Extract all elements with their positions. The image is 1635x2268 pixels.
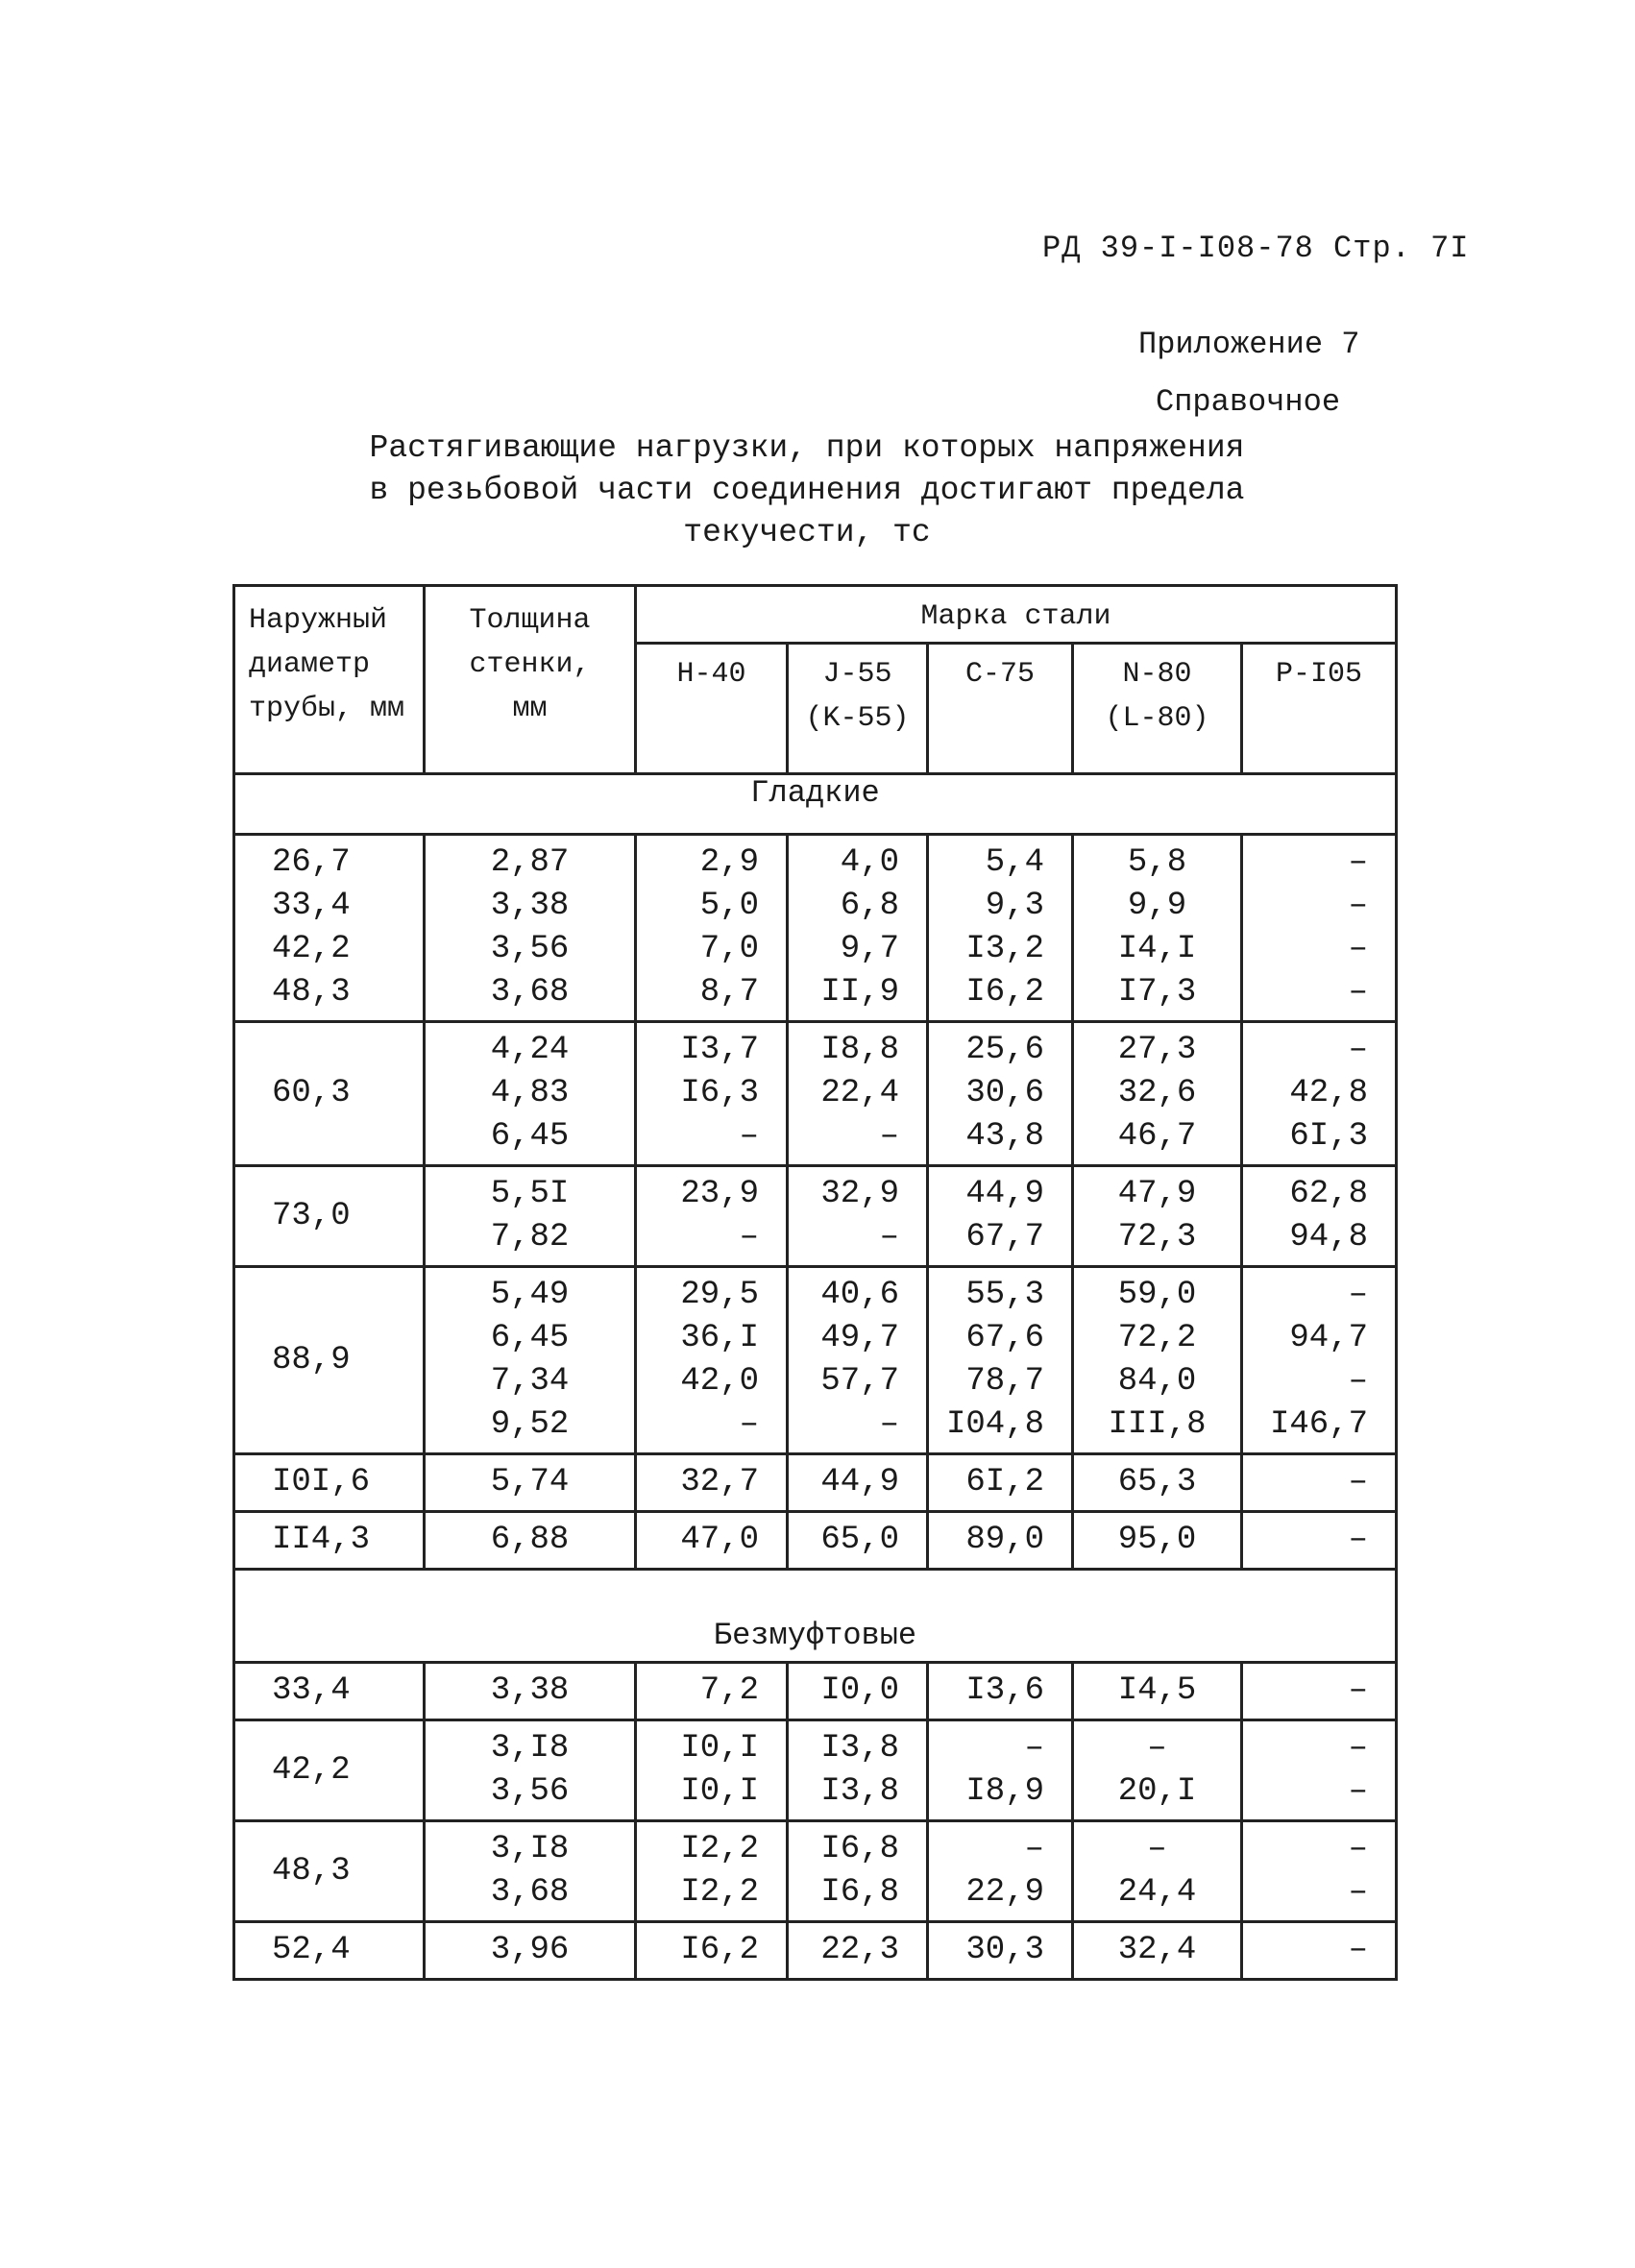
cell-value: – bbox=[1348, 888, 1369, 924]
cell-value: 6,45 bbox=[490, 1320, 570, 1356]
load-c75-cell bbox=[928, 1663, 1073, 1720]
cell-value: – bbox=[1348, 974, 1369, 1011]
outer-diameter-cell bbox=[234, 1720, 425, 1821]
wall-thickness-cell bbox=[425, 1720, 636, 1821]
cell-value: I0,0 bbox=[820, 1672, 899, 1709]
table-row bbox=[234, 1922, 1397, 1980]
outer-diameter-cell bbox=[234, 1166, 425, 1267]
table-row bbox=[234, 1267, 1397, 1454]
outer-diameter-value: 48,3 bbox=[272, 1852, 351, 1890]
load-j55-cell bbox=[788, 1166, 928, 1267]
load-n80-cell bbox=[1073, 1166, 1242, 1267]
table-row bbox=[234, 1663, 1397, 1720]
cell-value: 95,0 bbox=[1117, 1522, 1197, 1558]
load-c75-cell bbox=[928, 1922, 1073, 1980]
outer-diameter-value: 42,2 bbox=[272, 931, 351, 967]
header-grade-c75 bbox=[928, 644, 1073, 774]
wall-thickness-cell bbox=[425, 1022, 636, 1166]
cell-value: 29,5 bbox=[680, 1277, 759, 1313]
load-n80-cell bbox=[1073, 1922, 1242, 1980]
cell-value: – bbox=[1348, 1464, 1369, 1500]
load-p105-cell bbox=[1242, 1267, 1397, 1454]
cell-value: II,9 bbox=[820, 974, 899, 1011]
outer-diameter-value: 33,4 bbox=[272, 888, 351, 924]
load-h40-cell bbox=[636, 835, 788, 1022]
cell-value: 42,8 bbox=[1289, 1075, 1369, 1111]
cell-value: 23,9 bbox=[680, 1176, 759, 1212]
outer-diameter-cell bbox=[234, 1821, 425, 1922]
cell-value: I3,8 bbox=[820, 1730, 899, 1767]
header-grade-h40 bbox=[636, 644, 788, 774]
header-grade-n80 bbox=[1073, 644, 1242, 774]
grade-alt-label: (K-55) bbox=[805, 702, 910, 735]
load-p105-cell bbox=[1242, 1166, 1397, 1267]
cell-value: – bbox=[1147, 1730, 1167, 1767]
header-diameter-line: диаметр bbox=[249, 648, 371, 681]
load-c75-cell bbox=[928, 835, 1073, 1022]
cell-value: 32,9 bbox=[820, 1176, 899, 1212]
cell-value: 5,5I bbox=[490, 1176, 570, 1212]
wall-thickness-cell bbox=[425, 1663, 636, 1720]
header-grade-p105 bbox=[1242, 644, 1397, 774]
grade-label: J-55 bbox=[822, 658, 892, 691]
grade-label: С-75 bbox=[964, 658, 1035, 691]
load-j55-cell bbox=[788, 1821, 928, 1922]
cell-value: – bbox=[1348, 1032, 1369, 1068]
cell-value: 94,8 bbox=[1289, 1219, 1369, 1256]
cell-value: 9,52 bbox=[490, 1406, 570, 1443]
table-row bbox=[234, 1022, 1397, 1166]
load-j55-cell bbox=[788, 1663, 928, 1720]
cell-value: – bbox=[1147, 1831, 1167, 1867]
load-n80-cell bbox=[1073, 835, 1242, 1022]
cell-value: – bbox=[1348, 1277, 1369, 1313]
cell-value: III,8 bbox=[1108, 1406, 1207, 1443]
cell-value: 30,3 bbox=[965, 1932, 1044, 1968]
cell-value: I6,2 bbox=[680, 1932, 759, 1968]
load-n80-cell bbox=[1073, 1821, 1242, 1922]
cell-value: 67,6 bbox=[965, 1320, 1044, 1356]
load-p105-cell bbox=[1242, 1720, 1397, 1821]
cell-value: – bbox=[1348, 1522, 1369, 1558]
outer-diameter-cell bbox=[234, 1022, 425, 1166]
outer-diameter-value: 33,4 bbox=[272, 1672, 351, 1709]
table-row bbox=[234, 1720, 1397, 1821]
outer-diameter-cell bbox=[234, 1663, 425, 1720]
cell-value: I3,6 bbox=[965, 1672, 1044, 1709]
cell-value: 46,7 bbox=[1117, 1118, 1197, 1155]
outer-diameter-value: 60,3 bbox=[272, 1075, 351, 1111]
load-h40-cell bbox=[636, 1720, 788, 1821]
header-wall-line: Толщина bbox=[469, 604, 591, 637]
tensile-load-table bbox=[232, 584, 1398, 1981]
outer-diameter-value: 26,7 bbox=[272, 844, 351, 881]
cell-value: 78,7 bbox=[965, 1363, 1044, 1400]
cell-value: I6,8 bbox=[820, 1831, 899, 1867]
cell-value: 94,7 bbox=[1289, 1320, 1369, 1356]
cell-value: 3,68 bbox=[490, 1874, 570, 1911]
cell-value: 6,8 bbox=[840, 888, 899, 924]
load-c75-cell bbox=[928, 1512, 1073, 1570]
grade-label: Н-40 bbox=[676, 658, 746, 691]
cell-value: 55,3 bbox=[965, 1277, 1044, 1313]
load-j55-cell bbox=[788, 1720, 928, 1821]
cell-value: 6I,3 bbox=[1289, 1118, 1369, 1155]
load-j55-cell bbox=[788, 835, 928, 1022]
load-n80-cell bbox=[1073, 1267, 1242, 1454]
wall-thickness-cell bbox=[425, 1821, 636, 1922]
load-c75-cell bbox=[928, 1166, 1073, 1267]
table-row bbox=[234, 1821, 1397, 1922]
cell-value: – bbox=[739, 1406, 759, 1443]
cell-value: 62,8 bbox=[1289, 1176, 1369, 1212]
outer-diameter-cell bbox=[234, 1454, 425, 1512]
load-h40-cell bbox=[636, 1663, 788, 1720]
load-j55-cell bbox=[788, 1454, 928, 1512]
cell-value: 2,9 bbox=[699, 844, 759, 881]
table-title bbox=[288, 427, 1326, 554]
load-n80-cell bbox=[1073, 1454, 1242, 1512]
cell-value: – bbox=[1348, 844, 1369, 881]
cell-value: 3,I8 bbox=[490, 1831, 570, 1867]
cell-value: – bbox=[1348, 1730, 1369, 1767]
header-steel-grade: Марка стали bbox=[636, 586, 1397, 644]
cell-value: I6,8 bbox=[820, 1874, 899, 1911]
outer-diameter-value: 42,2 bbox=[272, 1751, 351, 1789]
load-h40-cell bbox=[636, 1166, 788, 1267]
cell-value: I4,5 bbox=[1117, 1672, 1197, 1709]
outer-diameter-cell bbox=[234, 1922, 425, 1980]
cell-value: – bbox=[1024, 1831, 1044, 1867]
load-j55-cell bbox=[788, 1512, 928, 1570]
outer-diameter-value: 88,9 bbox=[272, 1341, 351, 1378]
cell-value: 22,3 bbox=[820, 1932, 899, 1968]
wall-thickness-cell bbox=[425, 1512, 636, 1570]
load-p105-cell bbox=[1242, 1512, 1397, 1570]
wall-thickness-cell bbox=[425, 1454, 636, 1512]
load-c75-cell bbox=[928, 1267, 1073, 1454]
cell-value: – bbox=[879, 1118, 899, 1155]
title-line-1: Растягивающие нагрузки, при которых напряжения bbox=[369, 430, 1245, 466]
cell-value: I04,8 bbox=[945, 1406, 1044, 1443]
wall-thickness-cell bbox=[425, 835, 636, 1022]
cell-value: 7,0 bbox=[699, 931, 759, 967]
load-c75-cell bbox=[928, 1720, 1073, 1821]
load-h40-cell bbox=[636, 1512, 788, 1570]
header-wall-thickness bbox=[425, 586, 636, 774]
cell-value: 20,I bbox=[1117, 1773, 1197, 1810]
cell-value: I3,7 bbox=[680, 1032, 759, 1068]
cell-value: 25,6 bbox=[965, 1032, 1044, 1068]
load-p105-cell bbox=[1242, 835, 1397, 1022]
cell-value: 22,4 bbox=[820, 1075, 899, 1111]
appendix-label: Приложение 7 bbox=[1138, 327, 1360, 362]
cell-value: 4,0 bbox=[840, 844, 899, 881]
cell-value: I4,I bbox=[1117, 931, 1197, 967]
cell-value: 4,83 bbox=[490, 1075, 570, 1111]
outer-diameter-value: I0I,6 bbox=[272, 1464, 371, 1500]
cell-value: I0,I bbox=[680, 1730, 759, 1767]
cell-value: – bbox=[1348, 1874, 1369, 1911]
load-h40-cell bbox=[636, 1022, 788, 1166]
load-j55-cell bbox=[788, 1267, 928, 1454]
load-h40-cell bbox=[636, 1454, 788, 1512]
cell-value: I8,9 bbox=[965, 1773, 1044, 1810]
load-n80-cell bbox=[1073, 1663, 1242, 1720]
outer-diameter-cell bbox=[234, 1512, 425, 1570]
cell-value: 6,45 bbox=[490, 1118, 570, 1155]
header-outer-diameter bbox=[234, 586, 425, 774]
cell-value: 4,24 bbox=[490, 1032, 570, 1068]
load-h40-cell bbox=[636, 1267, 788, 1454]
cell-value: I3,2 bbox=[965, 931, 1044, 967]
cell-value: 40,6 bbox=[820, 1277, 899, 1313]
load-p105-cell bbox=[1242, 1663, 1397, 1720]
cell-value: 9,9 bbox=[1127, 888, 1187, 924]
grade-label: N-80 bbox=[1122, 658, 1192, 691]
cell-value: I3,8 bbox=[820, 1773, 899, 1810]
cell-value: 84,0 bbox=[1117, 1363, 1197, 1400]
title-line-2: в резьбовой части соединения достигают предела bbox=[369, 473, 1245, 508]
cell-value: 3,I8 bbox=[490, 1730, 570, 1767]
header-grade-j55 bbox=[788, 644, 928, 774]
load-p105-cell bbox=[1242, 1922, 1397, 1980]
cell-value: 72,3 bbox=[1117, 1219, 1197, 1256]
cell-value: 47,9 bbox=[1117, 1176, 1197, 1212]
cell-value: 3,56 bbox=[490, 931, 570, 967]
cell-value: 7,34 bbox=[490, 1363, 570, 1400]
cell-value: – bbox=[879, 1219, 899, 1256]
title-line-3: текучести, тс bbox=[683, 515, 931, 550]
load-c75-cell bbox=[928, 1454, 1073, 1512]
load-h40-cell bbox=[636, 1922, 788, 1980]
appendix-type: Справочное bbox=[1156, 384, 1341, 420]
cell-value: 8,7 bbox=[699, 974, 759, 1011]
cell-value: – bbox=[1348, 1773, 1369, 1810]
cell-value: 6,88 bbox=[490, 1522, 570, 1558]
load-c75-cell bbox=[928, 1022, 1073, 1166]
cell-value: 6I,2 bbox=[965, 1464, 1044, 1500]
cell-value: 32,6 bbox=[1117, 1075, 1197, 1111]
cell-value: 9,3 bbox=[985, 888, 1044, 924]
grade-alt-label: (L-80) bbox=[1105, 702, 1209, 735]
cell-value: I7,3 bbox=[1117, 974, 1197, 1011]
cell-value: I2,2 bbox=[680, 1874, 759, 1911]
table-row bbox=[234, 1512, 1397, 1570]
wall-thickness-cell bbox=[425, 1166, 636, 1267]
cell-value: I46,7 bbox=[1270, 1406, 1369, 1443]
grade-label: Р-I05 bbox=[1276, 658, 1363, 691]
header-wall-line: стенки, bbox=[469, 648, 591, 681]
cell-value: – bbox=[739, 1118, 759, 1155]
cell-value: 32,7 bbox=[680, 1464, 759, 1500]
outer-diameter-value: 73,0 bbox=[272, 1197, 351, 1234]
cell-value: 44,9 bbox=[965, 1176, 1044, 1212]
cell-value: 3,68 bbox=[490, 974, 570, 1011]
cell-value: 5,49 bbox=[490, 1277, 570, 1313]
cell-value: 65,0 bbox=[820, 1522, 899, 1558]
cell-value: 27,3 bbox=[1117, 1032, 1197, 1068]
cell-value: – bbox=[739, 1219, 759, 1256]
load-h40-cell bbox=[636, 1821, 788, 1922]
header-wall-line: мм bbox=[512, 693, 548, 725]
cell-value: 65,3 bbox=[1117, 1464, 1197, 1500]
cell-value: – bbox=[879, 1406, 899, 1443]
cell-value: 22,9 bbox=[965, 1874, 1044, 1911]
cell-value: – bbox=[1348, 931, 1369, 967]
table-row bbox=[234, 1166, 1397, 1267]
cell-value: 47,0 bbox=[680, 1522, 759, 1558]
cell-value: I0,I bbox=[680, 1773, 759, 1810]
cell-value: 67,7 bbox=[965, 1219, 1044, 1256]
load-p105-cell bbox=[1242, 1821, 1397, 1922]
cell-value: 43,8 bbox=[965, 1118, 1044, 1155]
load-c75-cell bbox=[928, 1821, 1073, 1922]
cell-value: 7,2 bbox=[699, 1672, 759, 1709]
cell-value: – bbox=[1348, 1672, 1369, 1709]
cell-value: 3,38 bbox=[490, 888, 570, 924]
cell-value: 89,0 bbox=[965, 1522, 1044, 1558]
cell-value: I2,2 bbox=[680, 1831, 759, 1867]
header-diameter-line: трубы, мм bbox=[249, 693, 405, 725]
cell-value: 24,4 bbox=[1117, 1874, 1197, 1911]
cell-value: 59,0 bbox=[1117, 1277, 1197, 1313]
cell-value: 57,7 bbox=[820, 1363, 899, 1400]
cell-value: 3,38 bbox=[490, 1672, 570, 1709]
cell-value: 3,96 bbox=[490, 1932, 570, 1968]
table-row bbox=[234, 1454, 1397, 1512]
section-header: Гладкие bbox=[234, 774, 1397, 835]
cell-value: I8,8 bbox=[820, 1032, 899, 1068]
load-p105-cell bbox=[1242, 1454, 1397, 1512]
header-diameter-line: Наружный bbox=[249, 604, 388, 637]
cell-value: 36,I bbox=[680, 1320, 759, 1356]
load-p105-cell bbox=[1242, 1022, 1397, 1166]
wall-thickness-cell bbox=[425, 1267, 636, 1454]
cell-value: 49,7 bbox=[820, 1320, 899, 1356]
cell-value: – bbox=[1348, 1363, 1369, 1400]
cell-value: – bbox=[1024, 1730, 1044, 1767]
load-n80-cell bbox=[1073, 1512, 1242, 1570]
load-n80-cell bbox=[1073, 1720, 1242, 1821]
cell-value: 30,6 bbox=[965, 1075, 1044, 1111]
cell-value: 7,82 bbox=[490, 1219, 570, 1256]
cell-value: 9,7 bbox=[840, 931, 899, 967]
section-header: Безмуфтовые bbox=[234, 1570, 1397, 1663]
cell-value: 44,9 bbox=[820, 1464, 899, 1500]
outer-diameter-cell bbox=[234, 1267, 425, 1454]
cell-value: 72,2 bbox=[1117, 1320, 1197, 1356]
load-j55-cell bbox=[788, 1922, 928, 1980]
outer-diameter-value: 52,4 bbox=[272, 1932, 351, 1968]
cell-value: I6,3 bbox=[680, 1075, 759, 1111]
cell-value: – bbox=[1348, 1831, 1369, 1867]
outer-diameter-value: 48,3 bbox=[272, 974, 351, 1011]
load-j55-cell bbox=[788, 1022, 928, 1166]
cell-value: 5,4 bbox=[985, 844, 1044, 881]
cell-value: 42,0 bbox=[680, 1363, 759, 1400]
table-row bbox=[234, 835, 1397, 1022]
outer-diameter-value: II4,3 bbox=[272, 1522, 371, 1558]
cell-value: 2,87 bbox=[490, 844, 570, 881]
cell-value: 5,8 bbox=[1127, 844, 1187, 881]
wall-thickness-cell bbox=[425, 1922, 636, 1980]
cell-value: 5,0 bbox=[699, 888, 759, 924]
cell-value: 3,56 bbox=[490, 1773, 570, 1810]
outer-diameter-cell bbox=[234, 835, 425, 1022]
load-n80-cell bbox=[1073, 1022, 1242, 1166]
cell-value: 32,4 bbox=[1117, 1932, 1197, 1968]
document-reference: РД 39-I-I08-78 Стр. 7I bbox=[1042, 231, 1470, 266]
cell-value: 5,74 bbox=[490, 1464, 570, 1500]
cell-value: – bbox=[1348, 1932, 1369, 1968]
cell-value: I6,2 bbox=[965, 974, 1044, 1011]
